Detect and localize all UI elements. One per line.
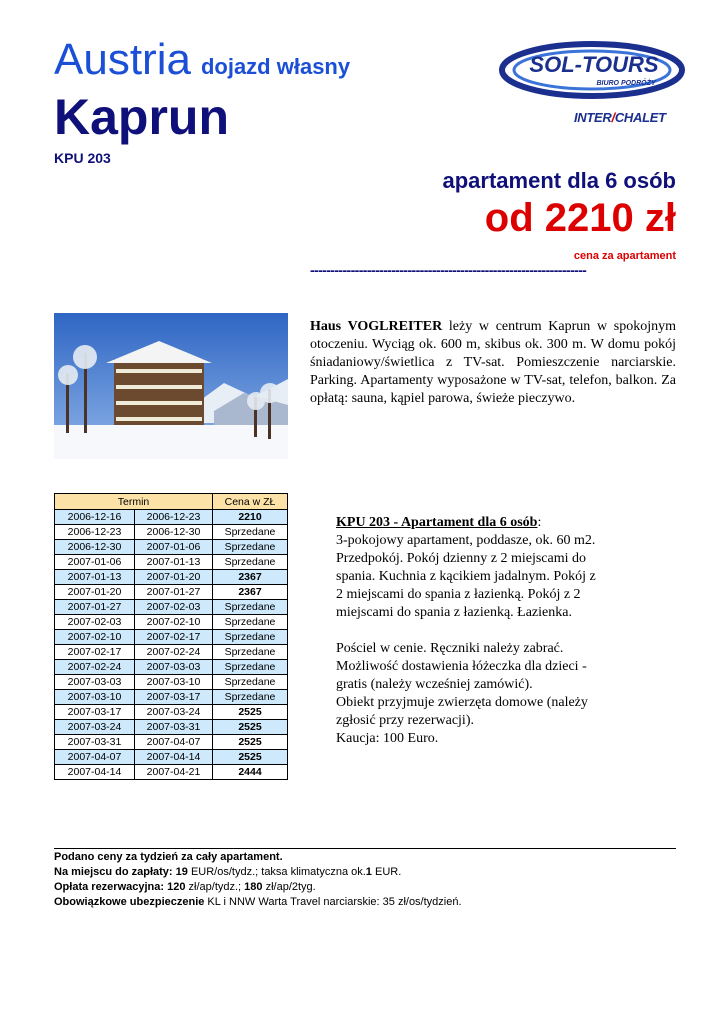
term-to-cell: 2007-02-24 (135, 645, 213, 660)
term-to-cell: 2007-03-24 (135, 705, 213, 720)
table-row (55, 525, 288, 540)
price-cell: Sprzedane (213, 630, 288, 645)
extras-info (336, 640, 636, 748)
extras-line: gratis (należy wcześniej zamówić). (336, 677, 533, 692)
footer-pay-value: 19 (175, 866, 188, 878)
price-cell: 2444 (213, 765, 288, 780)
city-title: Kaprun (54, 89, 229, 145)
table-row (55, 570, 288, 585)
price-cell: 2210 (213, 510, 288, 525)
extras-line: zgłosić przy rezerwacji). (336, 713, 474, 728)
extras-line: Obiekt przyjmuje zwierzęta domowe (należy (336, 695, 588, 710)
footer-insurance-text: KL i NNW Warta Travel narciarskie: 35 zł/os/tydzień. (204, 896, 462, 908)
footer-line-4 (54, 895, 676, 910)
price-cell: Sprzedane (213, 540, 288, 555)
term-from-cell: 2007-04-14 (55, 765, 135, 780)
table-row (55, 765, 288, 780)
table-row (55, 660, 288, 675)
dashed-divider: -------------------------------------------------------------------- (310, 262, 587, 278)
interchalet-logo-part1: INTER (574, 110, 612, 125)
term-from-cell: 2007-02-24 (55, 660, 135, 675)
table-row (55, 555, 288, 570)
price-cell: Sprzedane (213, 645, 288, 660)
interchalet-logo (574, 110, 666, 125)
footer-fee-text-2: zł/ap/2tyg. (262, 881, 316, 893)
apartment-line: Przedpokój. Pokój dzienny z 2 miejscami do (336, 551, 587, 566)
term-from-cell: 2007-03-31 (55, 735, 135, 750)
country-title (54, 35, 351, 84)
apartment-title-colon: : (537, 515, 542, 530)
footer-insurance-label: Obowiązkowe ubezpieczenie (54, 896, 205, 908)
footer-tax-text: EUR. (371, 866, 402, 878)
term-from-cell: 2007-03-10 (55, 690, 135, 705)
footer-fee-label: Opłata rezerwacyjna: (54, 881, 168, 893)
transport-label: dojazd własny (200, 54, 351, 79)
price-cell: 2525 (213, 735, 288, 750)
term-from-cell: 2007-02-17 (55, 645, 135, 660)
footer-fee-value-1: 120 (167, 881, 186, 893)
table-row (55, 630, 288, 645)
apartment-line: miejscami do spania z łazienką. Łazienka. (336, 605, 572, 620)
hotel-name: Haus VOGLREITER (310, 319, 443, 334)
footer-line-1 (54, 850, 676, 865)
term-to-cell: 2007-04-07 (135, 735, 213, 750)
term-from-cell: 2007-03-17 (55, 705, 135, 720)
hotel-description-text: leży w centrum Kaprun w spokojnym otoczeniu. Wyciąg ok. 600 m, skibus ok. 300 m. W domu pokój śniadaniowy/świetlica z TV-sat. Pomieszczenie narciarskie. Parking. Apartamenty wyposażone w TV-sat, telefon, balkon. Za opłatą: sauna, kąpiel parowa, świeże pieczywo. (310, 319, 676, 406)
table-row (55, 675, 288, 690)
apartment-title: KPU 203 - Apartament dla 6 osób (336, 515, 538, 530)
price-note: cena za apartament (573, 250, 676, 262)
term-from-cell: 2007-01-06 (55, 555, 135, 570)
hotel-description (310, 318, 676, 408)
table-row (55, 720, 288, 735)
price-table (54, 493, 288, 780)
term-to-cell: 2007-01-20 (135, 570, 213, 585)
term-to-cell: 2007-03-10 (135, 675, 213, 690)
term-to-cell: 2007-04-14 (135, 750, 213, 765)
term-from-cell: 2007-01-20 (55, 585, 135, 600)
term-to-cell: 2007-01-27 (135, 585, 213, 600)
term-from-cell: 2006-12-16 (55, 510, 135, 525)
term-from-cell: 2007-01-13 (55, 570, 135, 585)
table-row (55, 540, 288, 555)
table-row (55, 600, 288, 615)
interchalet-slash-icon: / (611, 110, 615, 125)
apartment-line: spania. Kuchnia z kącikiem jadalnym. Pokój z (336, 569, 596, 584)
term-to-cell: 2007-03-03 (135, 660, 213, 675)
table-header-price: Cena w ZŁ (213, 494, 288, 510)
offer-title: apartament dla 6 osób (442, 168, 676, 193)
footer-notes (54, 850, 676, 910)
footer-fee-value-2: 180 (244, 881, 263, 893)
price-cell: Sprzedane (213, 675, 288, 690)
offer-price: od 2210 zł (484, 196, 676, 240)
table-row (55, 705, 288, 720)
footer-line-2 (54, 865, 676, 880)
interchalet-logo-part2: CHALET (614, 110, 666, 125)
sol-tours-subtext: BIURO PODRÓŻY (596, 80, 656, 87)
table-header-term: Termin (55, 494, 213, 510)
price-cell: 2367 (213, 570, 288, 585)
price-cell: Sprzedane (213, 615, 288, 630)
table-row (55, 585, 288, 600)
term-to-cell: 2007-02-03 (135, 600, 213, 615)
extras-line: Pościel w cenie. Ręczniki należy zabrać. (336, 641, 564, 656)
footer-line-3 (54, 880, 676, 895)
footer-divider (54, 848, 676, 849)
sol-tours-text: SOL-TOURS (529, 52, 659, 77)
price-cell: 2525 (213, 705, 288, 720)
apartment-line: 3-pokojowy apartament, poddasze, ok. 60 m2. (336, 533, 596, 548)
extras-line: Możliwość dostawienia łóżeczka dla dzieci - (336, 659, 587, 674)
term-from-cell: 2007-01-27 (55, 600, 135, 615)
term-to-cell: 2007-03-31 (135, 720, 213, 735)
table-row (55, 735, 288, 750)
table-row (55, 645, 288, 660)
term-from-cell: 2007-02-03 (55, 615, 135, 630)
term-to-cell: 2007-02-10 (135, 615, 213, 630)
term-to-cell: 2007-02-17 (135, 630, 213, 645)
term-to-cell: 2007-03-17 (135, 690, 213, 705)
term-to-cell: 2006-12-30 (135, 525, 213, 540)
footer-fee-text-1: zł/ap/tydz.; (185, 881, 245, 893)
footer-tax-value: 1 (365, 866, 372, 878)
apartment-line: 2 miejscami do spania z łazienką. Pokój z 2 (336, 587, 581, 602)
term-from-cell: 2007-03-24 (55, 720, 135, 735)
term-to-cell: 2007-04-21 (135, 765, 213, 780)
hotel-photo (54, 313, 288, 459)
offer-code: KPU 203 (54, 150, 111, 166)
price-cell: Sprzedane (213, 660, 288, 675)
term-from-cell: 2006-12-23 (55, 525, 135, 540)
term-from-cell: 2007-03-03 (55, 675, 135, 690)
price-cell: 2525 (213, 750, 288, 765)
term-to-cell: 2006-12-23 (135, 510, 213, 525)
footer-pay-text: EUR/os/tydz.; taksa klimatyczna ok. (187, 866, 366, 878)
term-from-cell: 2006-12-30 (55, 540, 135, 555)
price-cell: 2367 (213, 585, 288, 600)
term-from-cell: 2007-02-10 (55, 630, 135, 645)
sol-tours-logo (498, 40, 686, 100)
extras-line: Kaucja: 100 Euro. (336, 731, 439, 746)
price-cell: Sprzedane (213, 600, 288, 615)
footer-price-note: Podano ceny za tydzień za cały apartament. (54, 851, 283, 863)
term-to-cell: 2007-01-13 (135, 555, 213, 570)
footer-pay-label: Na miejscu do zapłaty: (54, 866, 176, 878)
apartment-info (336, 514, 636, 622)
table-row (55, 615, 288, 630)
term-from-cell: 2007-04-07 (55, 750, 135, 765)
table-row (55, 510, 288, 525)
table-row (55, 690, 288, 705)
price-cell: Sprzedane (213, 555, 288, 570)
country-name: Austria (54, 35, 191, 84)
term-to-cell: 2007-01-06 (135, 540, 213, 555)
price-cell: 2525 (213, 720, 288, 735)
table-row (55, 750, 288, 765)
price-cell: Sprzedane (213, 690, 288, 705)
price-cell: Sprzedane (213, 525, 288, 540)
